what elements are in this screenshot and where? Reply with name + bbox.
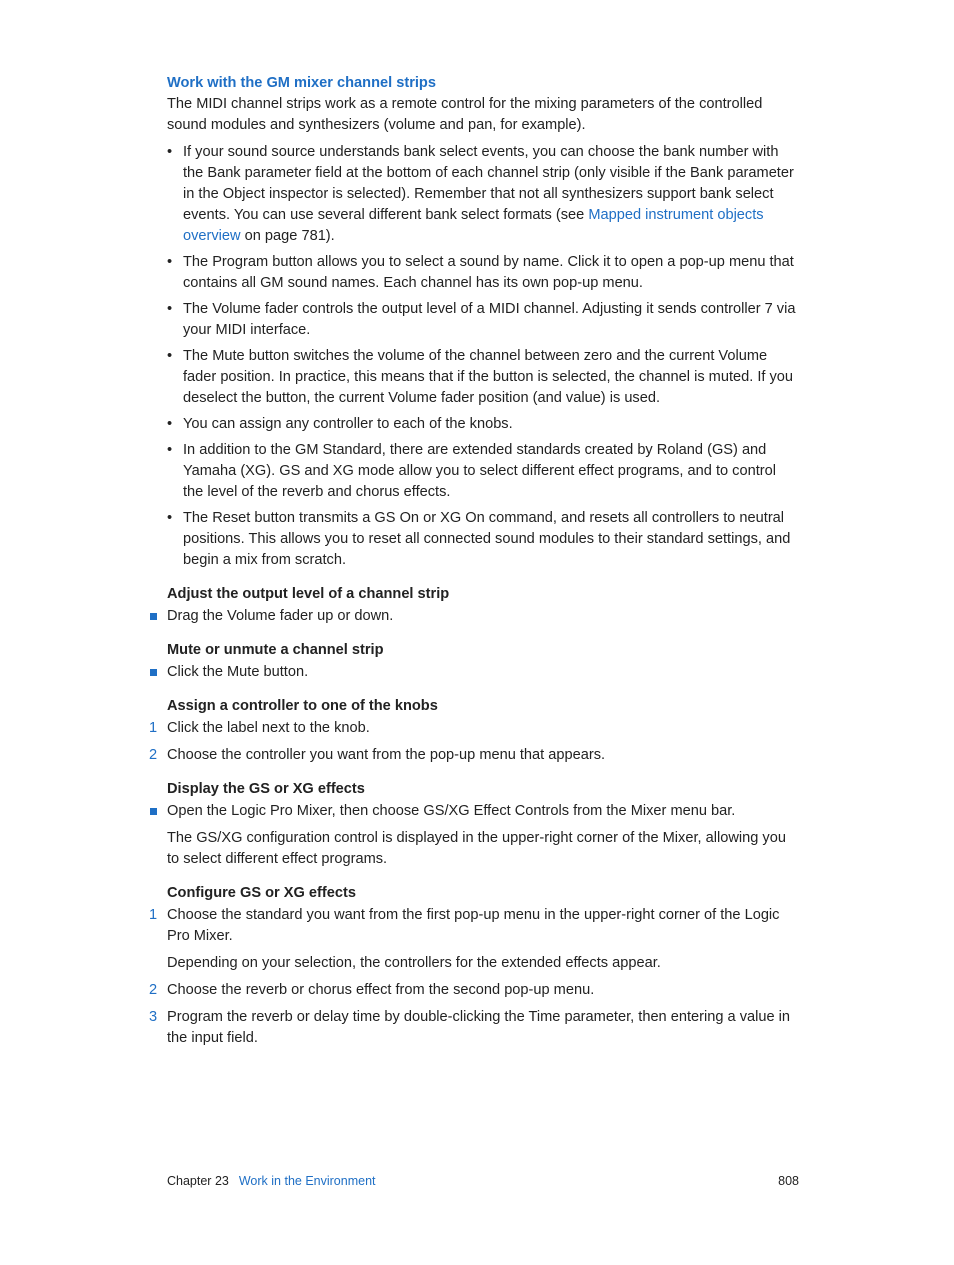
bullet-item (167, 346, 799, 409)
bullet-item (167, 142, 799, 247)
task-heading-configure-effects: Configure GS or XG effects (167, 885, 356, 901)
task-heading-assign-controller: Assign a controller to one of the knobs (167, 698, 438, 714)
bullet-text: You can assign any controller to each of the knobs. (183, 416, 513, 432)
step-number: 1 (149, 720, 158, 736)
feature-bullet-list (167, 142, 799, 571)
footer-chapter-label: Chapter 23 (167, 1174, 229, 1188)
task-note: The GS/XG configuration control is displayed in the upper-right corner of the Mixer, allowing you to select different effect programs. (167, 830, 786, 867)
footer-chapter-link[interactable]: Work in the Environment (238, 1174, 376, 1188)
bullet-dot: • (167, 348, 173, 364)
bullet-item (167, 440, 799, 503)
step-number: 3 (149, 1009, 158, 1025)
bullet-text: If your sound source understands bank select events, you can choose the bank number with the Bank parameter field at the bottom of each channel strip (only visible if the Bank parameter in the Object inspector is selected). Remember that not all synthesizers support bank select events. You can use several different bank select formats (see (183, 144, 794, 223)
task-step (167, 801, 799, 822)
section-intro: The MIDI channel strips work as a remote control for the mixing parameters of the controlled sound modules and synthesizers (volume and pan, for example). (167, 96, 763, 133)
section-heading: Work with the GM mixer channel strips (167, 75, 436, 91)
bullet-text: The Volume fader controls the output level of a MIDI channel. Adjusting it sends controller 7 via your MIDI interface. (183, 301, 796, 338)
page-content (149, 73, 799, 1055)
bullet-item (167, 299, 799, 341)
task-step (149, 905, 799, 947)
bullet-item (167, 414, 799, 435)
bullet-dot: • (167, 301, 173, 317)
step-number: 2 (149, 982, 158, 998)
bullet-dot: • (167, 144, 173, 160)
step-text: Program the reverb or delay time by double-clicking the Time parameter, then entering a value in the input field. (167, 1009, 790, 1046)
step-text: Choose the reverb or chorus effect from the second pop-up menu. (167, 982, 595, 998)
step-text: Choose the controller you want from the pop-up menu that appears. (167, 747, 606, 763)
task-step (149, 980, 799, 1001)
bullet-dot: • (167, 416, 173, 432)
bullet-text: The Program button allows you to select a sound by name. Click it to open a pop-up menu that contains all GM sound names. Each channel has its own pop-up menu. (183, 254, 794, 291)
bullet-text: In addition to the GM Standard, there are extended standards created by Roland (GS) and Yamaha (XG). GS and XG mode allow you to select different effect programs, and to control the level of the reverb and chorus effects. (183, 442, 776, 500)
step-square-marker-icon (150, 669, 157, 676)
step-text: Open the Logic Pro Mixer, then choose GS/XG Effect Controls from the Mixer menu bar. (167, 803, 736, 819)
task-heading-adjust-output: Adjust the output level of a channel strip (167, 586, 450, 602)
bullet-item (167, 252, 799, 294)
task-step (167, 606, 799, 627)
task-heading-display-effects: Display the GS or XG effects (167, 781, 365, 797)
step-number: 1 (149, 907, 158, 923)
bullet-text: The Reset button transmits a GS On or XG On command, and resets all controllers to neutral positions. This allows you to reset all connected sound modules to their standard settings, and begin a mix from scratch. (183, 510, 791, 568)
step-square-marker-icon (150, 613, 157, 620)
bullet-text: on page 781). (240, 228, 335, 244)
step-text: Choose the standard you want from the first pop-up menu in the upper-right corner of the Logic Pro Mixer. (167, 907, 780, 944)
task-heading-mute: Mute or unmute a channel strip (167, 642, 384, 658)
task-step (149, 1007, 799, 1049)
step-text: Drag the Volume fader up or down. (167, 608, 394, 624)
footer-page-number: 808 (778, 1174, 799, 1188)
bullet-dot: • (167, 254, 173, 270)
bullet-item (167, 508, 799, 571)
step-text: Click the label next to the knob. (167, 720, 370, 736)
step-text: Click the Mute button. (167, 664, 309, 680)
step-number: 2 (149, 747, 158, 763)
bullet-dot: • (167, 442, 173, 458)
task-step (167, 662, 799, 683)
step-note: Depending on your selection, the controllers for the extended effects appear. (167, 955, 661, 971)
mapped-instrument-link[interactable]: Mapped instrument objects overview (183, 207, 764, 244)
page-footer (167, 1172, 799, 1190)
step-square-marker-icon (150, 808, 157, 815)
task-step (149, 718, 799, 739)
bullet-text: The Mute button switches the volume of the channel between zero and the current Volume fader position. In practice, this means that if the button is selected, the channel is muted. If you deselect the button, the current Volume fader position (and value) is used. (183, 348, 794, 406)
task-step (149, 745, 799, 766)
bullet-dot: • (167, 510, 173, 526)
